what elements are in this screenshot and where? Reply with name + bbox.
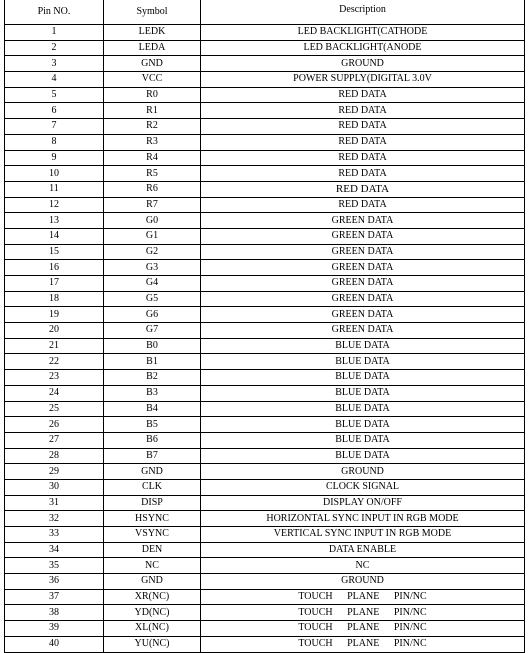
pin-number-cell: 7	[5, 119, 104, 135]
pin-number-cell: 35	[5, 558, 104, 574]
table-row	[5, 574, 525, 590]
table-row	[5, 542, 525, 558]
pin-number-cell: 21	[5, 338, 104, 354]
symbol-cell: R6	[104, 181, 201, 197]
table-row	[5, 72, 525, 88]
pin-number-cell: 27	[5, 432, 104, 448]
table-row	[5, 291, 525, 307]
table-row	[5, 605, 525, 621]
description-cell: TOUCH PLANE PIN/NC	[201, 636, 525, 652]
symbol-cell: VSYNC	[104, 527, 201, 543]
pin-number-cell: 31	[5, 495, 104, 511]
symbol-cell: G1	[104, 228, 201, 244]
header-row	[5, 0, 525, 25]
description-cell: RED DATA	[201, 197, 525, 213]
pin-number-cell: 38	[5, 605, 104, 621]
pin-number-cell: 29	[5, 464, 104, 480]
symbol-cell: LEDA	[104, 40, 201, 56]
symbol-cell: XL(NC)	[104, 621, 201, 637]
pin-number-cell: 30	[5, 479, 104, 495]
symbol-cell: DEN	[104, 542, 201, 558]
pin-number-cell: 5	[5, 87, 104, 103]
symbol-cell: HSYNC	[104, 511, 201, 527]
description-cell: DATA ENABLE	[201, 542, 525, 558]
pin-number-cell: 19	[5, 307, 104, 323]
pin-number-cell: 33	[5, 527, 104, 543]
pin-number-cell: 9	[5, 150, 104, 166]
table-row	[5, 417, 525, 433]
symbol-cell: G3	[104, 260, 201, 276]
table-row	[5, 244, 525, 260]
description-cell: BLUE DATA	[201, 401, 525, 417]
symbol-cell: B1	[104, 354, 201, 370]
table-row	[5, 103, 525, 119]
description-cell: RED DATA	[201, 181, 525, 197]
table-row	[5, 385, 525, 401]
pin-number-cell: 26	[5, 417, 104, 433]
pin-number-cell: 13	[5, 213, 104, 229]
symbol-cell: B2	[104, 370, 201, 386]
description-cell: GREEN DATA	[201, 291, 525, 307]
pin-number-cell: 39	[5, 621, 104, 637]
symbol-cell: YU(NC)	[104, 636, 201, 652]
symbol-cell: B4	[104, 401, 201, 417]
symbol-cell: R4	[104, 150, 201, 166]
table-row	[5, 56, 525, 72]
table-row	[5, 495, 525, 511]
pin-number-cell: 3	[5, 56, 104, 72]
header-pin-no: Pin NO.	[5, 0, 104, 25]
symbol-cell: G7	[104, 323, 201, 339]
table-row	[5, 197, 525, 213]
symbol-cell: GND	[104, 56, 201, 72]
table-row	[5, 119, 525, 135]
pin-number-cell: 18	[5, 291, 104, 307]
description-cell: GROUND	[201, 464, 525, 480]
table-row	[5, 589, 525, 605]
table-row	[5, 636, 525, 652]
description-cell: TOUCH PLANE PIN/NC	[201, 589, 525, 605]
description-cell: RED DATA	[201, 150, 525, 166]
symbol-cell: R3	[104, 134, 201, 150]
pin-number-cell: 2	[5, 40, 104, 56]
table-row	[5, 338, 525, 354]
table-row	[5, 354, 525, 370]
pin-number-cell: 10	[5, 166, 104, 182]
description-cell: GREEN DATA	[201, 213, 525, 229]
table-row	[5, 370, 525, 386]
table-row	[5, 134, 525, 150]
header-description: Description	[201, 0, 525, 25]
description-cell: GROUND	[201, 56, 525, 72]
symbol-cell: B3	[104, 385, 201, 401]
pin-number-cell: 6	[5, 103, 104, 119]
pin-number-cell: 20	[5, 323, 104, 339]
table-row	[5, 260, 525, 276]
symbol-cell: G4	[104, 276, 201, 292]
symbol-cell: G2	[104, 244, 201, 260]
description-cell: RED DATA	[201, 134, 525, 150]
description-cell: TOUCH PLANE PIN/NC	[201, 605, 525, 621]
pin-number-cell: 22	[5, 354, 104, 370]
pin-number-cell: 17	[5, 276, 104, 292]
pin-number-cell: 32	[5, 511, 104, 527]
pin-number-cell: 4	[5, 72, 104, 88]
table-row	[5, 323, 525, 339]
description-cell: BLUE DATA	[201, 448, 525, 464]
table-row	[5, 307, 525, 323]
description-cell: RED DATA	[201, 87, 525, 103]
symbol-cell: YD(NC)	[104, 605, 201, 621]
description-cell: RED DATA	[201, 103, 525, 119]
description-cell: GREEN DATA	[201, 244, 525, 260]
description-cell: CLOCK SIGNAL	[201, 479, 525, 495]
description-cell: BLUE DATA	[201, 370, 525, 386]
header-symbol: Symbol	[104, 0, 201, 25]
description-cell: DISPLAY ON/OFF	[201, 495, 525, 511]
pin-number-cell: 16	[5, 260, 104, 276]
table-row	[5, 401, 525, 417]
description-cell: RED DATA	[201, 119, 525, 135]
description-cell: RED DATA	[201, 166, 525, 182]
table-row	[5, 150, 525, 166]
table-row	[5, 213, 525, 229]
description-cell: GREEN DATA	[201, 260, 525, 276]
table-row	[5, 166, 525, 182]
table-row	[5, 511, 525, 527]
pin-definition-table	[4, 0, 525, 653]
symbol-cell: R1	[104, 103, 201, 119]
table-row	[5, 40, 525, 56]
symbol-cell: VCC	[104, 72, 201, 88]
description-cell: LED BACKLIGHT(ANODE	[201, 40, 525, 56]
description-cell: GROUND	[201, 574, 525, 590]
pin-number-cell: 25	[5, 401, 104, 417]
symbol-cell: G0	[104, 213, 201, 229]
description-cell: GREEN DATA	[201, 276, 525, 292]
description-cell: NC	[201, 558, 525, 574]
table-row	[5, 25, 525, 41]
table-row	[5, 181, 525, 197]
pin-number-cell: 36	[5, 574, 104, 590]
description-cell: TOUCH PLANE PIN/NC	[201, 621, 525, 637]
pin-number-cell: 15	[5, 244, 104, 260]
symbol-cell: R5	[104, 166, 201, 182]
pin-number-cell: 23	[5, 370, 104, 386]
description-cell: BLUE DATA	[201, 338, 525, 354]
symbol-cell: G5	[104, 291, 201, 307]
symbol-cell: GND	[104, 464, 201, 480]
description-cell: POWER SUPPLY(DIGITAL 3.0V	[201, 72, 525, 88]
table-row	[5, 464, 525, 480]
symbol-cell: B5	[104, 417, 201, 433]
table-row	[5, 448, 525, 464]
symbol-cell: NC	[104, 558, 201, 574]
pin-number-cell: 8	[5, 134, 104, 150]
symbol-cell: R0	[104, 87, 201, 103]
description-cell: GREEN DATA	[201, 323, 525, 339]
symbol-cell: GND	[104, 574, 201, 590]
description-cell: BLUE DATA	[201, 354, 525, 370]
description-cell: GREEN DATA	[201, 228, 525, 244]
symbol-cell: G6	[104, 307, 201, 323]
description-cell: LED BACKLIGHT(CATHODE	[201, 25, 525, 41]
pin-number-cell: 11	[5, 181, 104, 197]
symbol-cell: R2	[104, 119, 201, 135]
symbol-cell: DISP	[104, 495, 201, 511]
symbol-cell: B6	[104, 432, 201, 448]
table-row	[5, 527, 525, 543]
symbol-cell: B0	[104, 338, 201, 354]
pin-number-cell: 28	[5, 448, 104, 464]
symbol-cell: B7	[104, 448, 201, 464]
description-cell: GREEN DATA	[201, 307, 525, 323]
description-cell: BLUE DATA	[201, 385, 525, 401]
pin-number-cell: 12	[5, 197, 104, 213]
symbol-cell: CLK	[104, 479, 201, 495]
description-cell: BLUE DATA	[201, 417, 525, 433]
description-cell: VERTICAL SYNC INPUT IN RGB MODE	[201, 527, 525, 543]
table-row	[5, 432, 525, 448]
table-row	[5, 479, 525, 495]
pin-number-cell: 1	[5, 25, 104, 41]
pin-number-cell: 34	[5, 542, 104, 558]
description-cell: HORIZONTAL SYNC INPUT IN RGB MODE	[201, 511, 525, 527]
table-row	[5, 558, 525, 574]
table-row	[5, 228, 525, 244]
symbol-cell: R7	[104, 197, 201, 213]
table-row	[5, 87, 525, 103]
pin-number-cell: 14	[5, 228, 104, 244]
table-row	[5, 276, 525, 292]
pin-number-cell: 24	[5, 385, 104, 401]
pin-number-cell: 37	[5, 589, 104, 605]
pin-number-cell: 40	[5, 636, 104, 652]
description-cell: BLUE DATA	[201, 432, 525, 448]
symbol-cell: LEDK	[104, 25, 201, 41]
table-row	[5, 621, 525, 637]
symbol-cell: XR(NC)	[104, 589, 201, 605]
